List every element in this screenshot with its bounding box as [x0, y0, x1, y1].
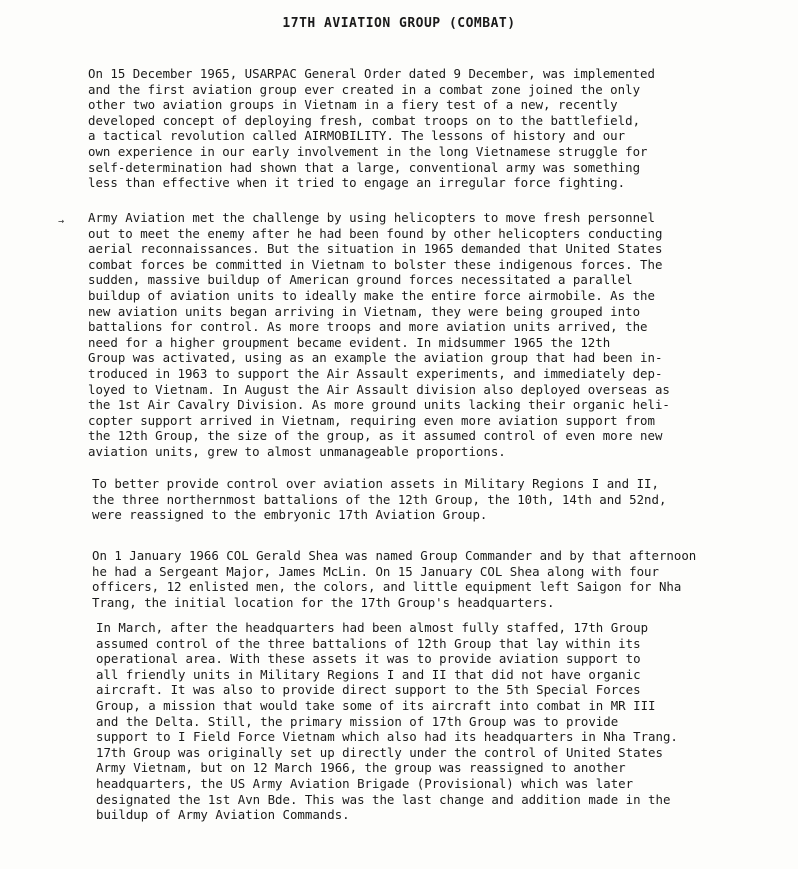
paragraph-4: On 1 January 1966 COL Gerald Shea was named Group Commander and by that afternoon he had a Sergeant Major, James McLin. On 15 January COL Shea along with four officers, 12 enlisted men, the colors, and little equipment left Saigon for Nha Trang, the initial location for the 17th Group's headquarters.: [92, 548, 697, 610]
paragraph-5: In March, after the headquarters had been almost fully staffed, 17th Group assumed control of the three battalions of 12th Group that lay within its operational area. With these assets it was to provide aviation support to all friendly units in Military Regions I and II that did not have organic aircraft. It was also to provide direct support to the 5th Special Forces Group, a mission that would take some of its aircraft into combat in MR III and the Delta. Still, the primary mission of 17th Group was to provide support to I Field Force Vietnam which also had its headquarters in Nha Trang. 17th Group was originally set up directly under the control of United States Army Vietnam, but on 12 March 1966, the group was reassigned to another headquarters, the US Army Aviation Brigade (Provisional) which was later designated the 1st Avn Bde. This was the last change and addition made in the buildup of Army Aviation Commands.: [96, 620, 678, 823]
paragraph-3: To better provide control over aviation assets in Military Regions I and II, the three northernmost battalions of the 12th Group, the 10th, 14th and 52nd, were reassigned to the embryonic 17th Aviation Group.: [92, 476, 667, 523]
document-title: 17TH AVIATION GROUP (COMBAT): [282, 16, 516, 31]
paragraph-1: On 15 December 1965, USARPAC General Order dated 9 December, was implemented and the first aviation group ever created in a combat zone joined the only other two aviation groups in Vietnam in a fiery test of a new, recently developed concept of deploying fresh, combat troops on to the battlefield, a tactical revolution called AIRMOBILITY. The lessons of history and our own experience in our early involvement in the long Vietnamese struggle for self-determination had shown that a large, conventional army was something less than effective when it tried to engage an irregular force fighting.: [88, 66, 655, 191]
margin-mark: →: [58, 216, 65, 227]
paragraph-2: Army Aviation met the challenge by using helicopters to move fresh personnel out to meet the enemy after he had been found by other helicopters conducting aerial reconnaissances. But the situation in 1965 demanded that United States combat forces be committed in Vietnam to bolster these indigenous forces. The sudden, massive buildup of American ground forces necessitated a parallel buildup of aviation units to ideally make the entire force airmobile. As the new aviation units began arriving in Vietnam, they were being grouped into battalions for control. As more troops and more aviation units arrived, the need for a higher groupment became evident. In midsummer 1965 the 12th Group was activated, using as an example the aviation group that had been in- troduced in 1963 to support the Air Assault experiments, and immediately dep- loyed to Vietnam. In August the Air Assault division also deployed overseas as the 1st Air Cavalry Division. As more ground units lacking their organic heli- copter support arrived in Vietnam, requiring even more aviation support from the 12th Group, the size of the group, as it assumed control of even more new aviation units, grew to almost unmanageable proportions.: [88, 210, 670, 459]
